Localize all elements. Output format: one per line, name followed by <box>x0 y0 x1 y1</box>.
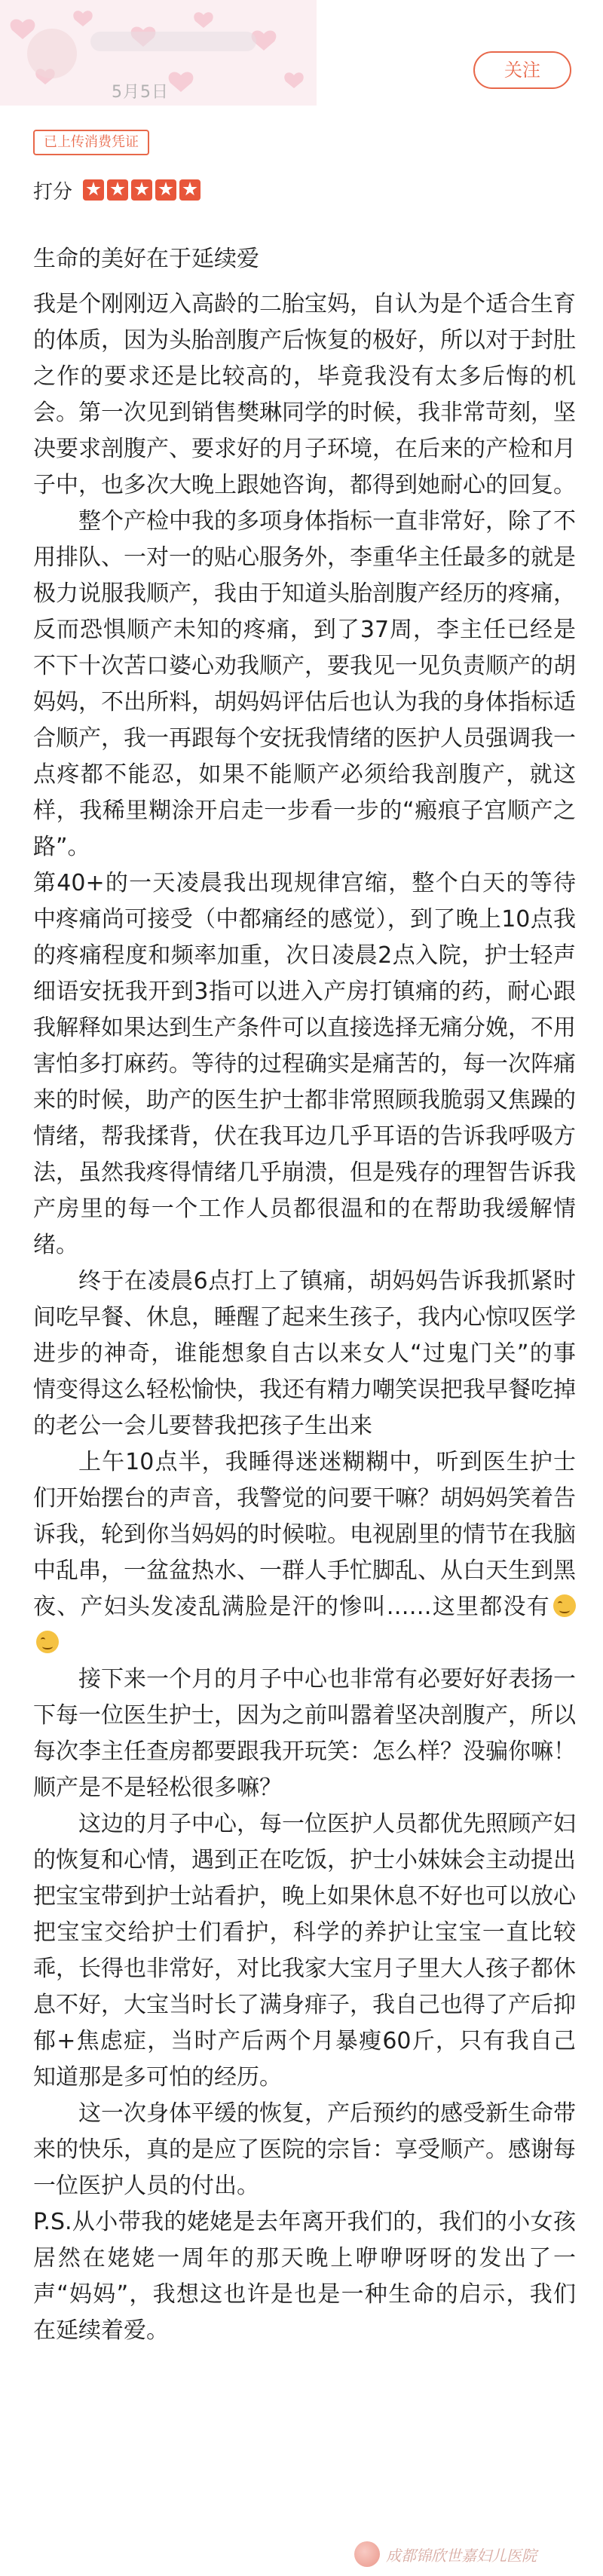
post-header <box>0 0 603 113</box>
review-paragraph-with-emoji <box>33 1444 576 1662</box>
review-paragraph: P.S.从小带我的姥姥是去年离开我们的，我们的小女孩居然在姥姥一周年的那天晚上咿咿呀呀的发出了一声“妈妈”，我想这也许是也是一种生命的启示，我们在延续着爱。 <box>33 2209 576 2344</box>
star-icon <box>155 179 176 201</box>
rating-label: 打分 <box>33 180 73 204</box>
grinning-face-icon <box>553 1594 576 1617</box>
star-icon <box>83 179 104 201</box>
review-paragraph: 整个产检中我的多项身体指标一直非常好，除了不用排队、一对一的贴心服务外，李重华主任最多的就是极力说服我顺产，我由于知道头胎剖腹产经历的疼痛，反而恐惧顺产未知的疼痛，到了37周，李主任已经是不下十次苦口婆心劝我顺产，要我见一见负责顺产的胡妈妈，不出所料，胡妈妈评估后也认为我的身体指标适合顺产，我一再跟每个安抚我情绪的医护人员强调我一点疼都不能忍，如果不能顺产必须给我剖腹产，就这样，我稀里糊涂开启走一步看一步的“瘢痕子宫顺产之路”。 <box>33 508 576 860</box>
grinning-face-icon <box>36 1631 59 1653</box>
review-content <box>33 234 576 2349</box>
receipt-uploaded-badge: 已上传消费凭证 <box>33 130 149 155</box>
review-paragraph: 第40+的一天凌晨我出现规律宫缩，整个白天的等待中疼痛尚可接受（中都痛经的感觉），到了晚上10点我的疼痛程度和频率加重，次日凌晨2点入院，护士轻声细语安抚我开到3指可以进入产房打镇痛的药，耐心跟我解释如果达到生产条件可以直接选择无痛分娩，不用害怕多打麻药。等待的过程确实是痛苦的，每一次阵痛来的时候，助产的医生护士都非常照顾我脆弱又焦躁的情绪，帮我揉背，伏在我耳边几乎耳语的告诉我呼吸方法，虽然我疼得情绪几乎崩溃，但是残存的理智告诉我产房里的每一个工作人员都很温和的在帮助我缓解情绪。 <box>33 870 576 1258</box>
watermark-text: 成都锦欣世嘉妇儿医院 <box>386 2546 537 2565</box>
rating-row <box>33 175 204 205</box>
review-title: 生命的美好在于延续爱 <box>33 246 259 272</box>
post-date: 5月5日 <box>112 83 169 102</box>
review-paragraph: 我是个刚刚迈入高龄的二胎宝妈，自认为是个适合生育的体质，因为头胎剖腹产后恢复的极好，所以对于封肚之作的要求还是比较高的，毕竟我没有太多后悔的机会。第一次见到销售樊琳同学的时候，我非常苛刻，坚决要求剖腹产、要求好的月子环境，在后来的产检和月子中，也多次大晚上跟她咨询，都得到她耐心的回复。 <box>33 291 576 498</box>
review-paragraph: 这边的月子中心，每一位医护人员都优先照顾产妇的恢复和心情，遇到正在吃饭，护士小妹妹会主动提出把宝宝带到护士站看护，晚上如果休息不好也可以放心把宝宝交给护士们看护，科学的养护让宝宝一直比较乖，长得也非常好，对比我家大宝月子里大人孩子都休息不好，大宝当时长了满身痱子，我自己也得了产后抑郁+焦虑症，当时产后两个月暴瘦60斤，只有我自己知道那是多可怕的经历。 <box>33 1811 576 2091</box>
hospital-logo-icon <box>354 2541 380 2567</box>
review-paragraph: 这一次身体平缓的恢复，产后预约的感受新生命带来的快乐，真的是应了医院的宗旨：享受顺产。感谢每一位医护人员的付出。 <box>33 2100 576 2199</box>
star-icon <box>179 179 200 201</box>
follow-button[interactable]: 关注 <box>473 51 571 89</box>
review-paragraph: 终于在凌晨6点打上了镇痛，胡妈妈告诉我抓紧时间吃早餐、休息，睡醒了起来生孩子，我内心惊叹医学进步的神奇，谁能想象自古以来女人“过鬼门关”的事情变得这么轻松愉快，我还有精力嘲笑误把我早餐吃掉的老公一会儿要替我把孩子生出来 <box>33 1268 576 1439</box>
review-paragraph: 接下来一个月的月子中心也非常有必要好好表扬一下每一位医生护士，因为之前叫嚣着坚决剖腹产，所以每次李主任查房都要跟我开玩笑：怎么样？没骗你嘛！顺产是不是轻松很多嘛？ <box>33 1666 576 1801</box>
star-icon <box>131 179 152 201</box>
watermark <box>354 2541 537 2568</box>
star-icon <box>107 179 128 201</box>
avatar[interactable] <box>27 29 77 78</box>
review-paragraph-text: 上午10点半，我睡得迷迷糊糊中，听到医生护士们开始摆台的声音，我警觉的问要干嘛？胡妈妈笑着告诉我，轮到你当妈妈的时候啦。电视剧里的情节在我脑中乱串，一盆盆热水、一群人手忙脚乱、从白天生到黑夜、产妇头发凌乱满脸是汗的惨叫……这里都没有 <box>33 1449 576 1620</box>
username-blurred[interactable] <box>90 32 256 51</box>
